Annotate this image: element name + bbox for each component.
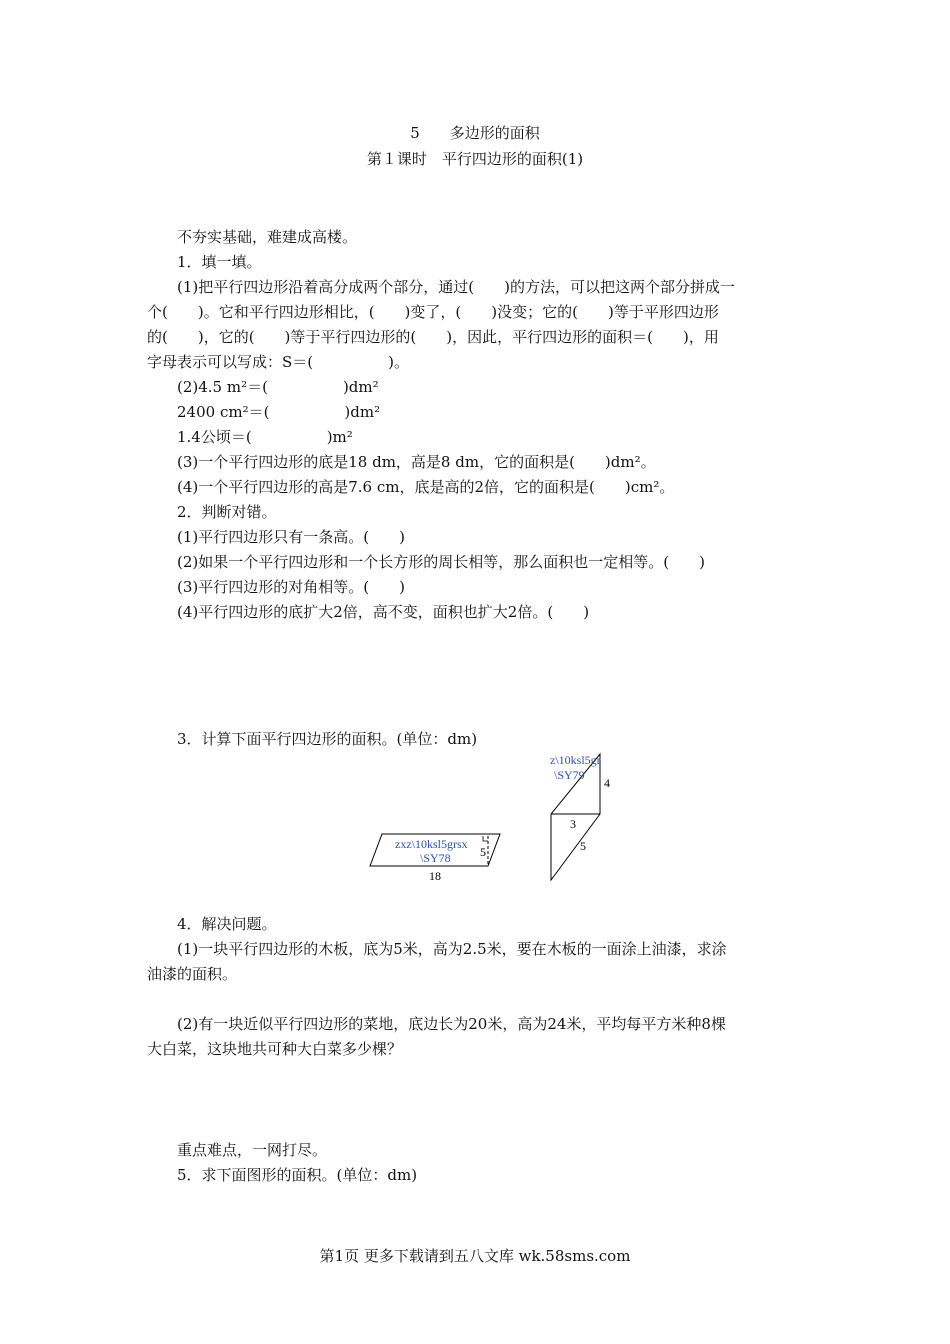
fig1-tag-line1: zxz\10ksl5grsx — [395, 837, 468, 851]
fig2-side-label: 4 — [604, 776, 610, 790]
q2-title: 2．判断对错。 — [177, 503, 277, 521]
q1-p1-line4: 字母表示可以写成：S＝( )。 — [147, 353, 409, 371]
fig1-tag-line2: \SY78 — [420, 851, 451, 865]
q4-title: 4．解决问题。 — [177, 915, 277, 933]
q4-p2-line1: (2)有一块近似平行四边形的菜地，底边长为20米，高为24米，平均每平方米种8棵 — [177, 1015, 726, 1033]
q3-title: 3．计算下面平行四边形的面积。(单位：dm) — [177, 730, 478, 748]
parallelogram-figure-2 — [540, 748, 620, 883]
page-footer: 第1页 更多下载请到五八文库 wk.58sms.com — [319, 1247, 631, 1265]
q1-p4: (4)一个平行四边形的高是7.6 cm，底是高的2倍，它的面积是( )cm²。 — [177, 478, 675, 496]
q1-title: 1．填一填。 — [177, 253, 262, 271]
q1-p2-b: 2400 cm²＝( )dm² — [177, 403, 381, 421]
chapter-title: 5 多边形的面积 — [410, 124, 540, 142]
section-key: 重点难点，一网打尽。 — [177, 1141, 328, 1159]
fig1-height-label: 5 — [480, 845, 486, 859]
fig2-tag-line1: z\10ksl5gr — [550, 753, 601, 767]
q4-p1-line2: 油漆的面积。 — [147, 965, 238, 983]
fig2-tag-line2: \SY79 — [554, 768, 585, 782]
q4-p2-line2: 大白菜，这块地共可种大白菜多少棵？ — [147, 1040, 403, 1058]
q1-p3: (3)一个平行四边形的底是18 dm，高是8 dm，它的面积是( )dm²。 — [177, 453, 656, 471]
parallelogram-figure-1 — [368, 828, 508, 886]
fig2-slant-label: 5 — [580, 839, 586, 853]
fig1-base-label: 18 — [429, 869, 441, 883]
q5-title: 5．求下面图形的面积。(单位：dm) — [177, 1166, 418, 1184]
lesson-title: 第１课时 平行四边形的面积(1) — [366, 150, 584, 168]
q2-item-1: (1)平行四边形只有一条高。( ) — [177, 528, 405, 546]
q2-item-4: (4)平行四边形的底扩大2倍，高不变，面积也扩大2倍。( ) — [177, 603, 590, 621]
q2-item-2: (2)如果一个平行四边形和一个长方形的周长相等，那么面积也一定相等。( ) — [177, 553, 705, 571]
fig2-width-label: 3 — [570, 817, 576, 831]
q1-p1-line2: 个( )。它和平行四边形相比，( )变了，( )没变；它的( )等于平形四边形 — [147, 303, 719, 321]
q2-item-3: (3)平行四边形的对角相等。( ) — [177, 578, 405, 596]
q1-p1-line1: (1)把平行四边形沿着高分成两个部分，通过( )的方法，可以把这两个部分拼成一 — [177, 278, 735, 296]
section-basic: 不夯实基础，难建成高楼。 — [177, 228, 358, 246]
q4-p1-line1: (1)一块平行四边形的木板，底为5米，高为2.5米，要在木板的一面涂上油漆，求涂 — [177, 940, 727, 958]
right-angle-mark — [483, 836, 488, 841]
q1-p2-a: (2)4.5 m²＝( )dm² — [177, 378, 379, 396]
q1-p2-c: 1.4公顷＝( )m² — [177, 428, 353, 446]
q1-p1-line3: 的( )，它的( )等于平行四边形的( )，因此，平行四边形的面积＝( )，用 — [147, 328, 719, 346]
